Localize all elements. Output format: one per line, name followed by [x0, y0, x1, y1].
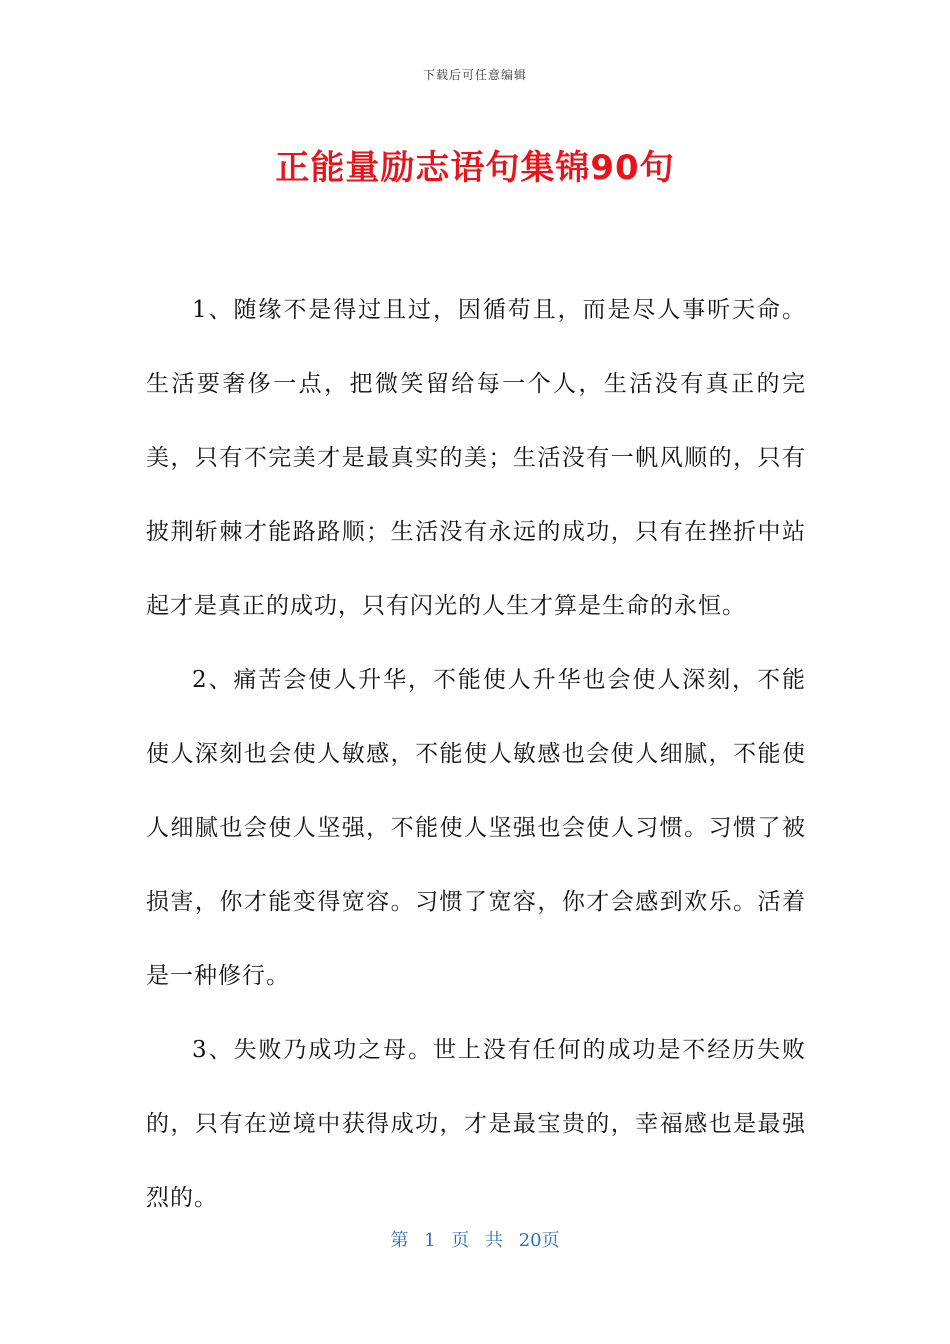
- document-title: 正能量励志语句集锦90句: [275, 148, 675, 188]
- paragraph-2: 2、痛苦会使人升华，不能使人升华也会使人深刻，不能使人深刻也会使人敏感，不能使人敏感也会使人细腻，不能使人细腻也会使人坚强，不能使人坚强也会使人习惯。习惯了被损害，你才能变得宽容。习惯了宽容，你才会感到欢乐。活着是一种修行。: [146, 667, 806, 989]
- paragraph-1: 1、随缘不是得过且过，因循苟且，而是尽人事听天命。生活要奢侈一点，把微笑留给每一个人，生活没有真正的完美，只有不完美才是最真实的美；生活没有一帆风顺的，只有披荆斩棘才能路路顺；生活没有永远的成功，只有在挫折中站起才是真正的成功，只有闪光的人生才算是生命的永恒。: [146, 297, 806, 619]
- paragraph-3: 3、失败乃成功之母。世上没有任何的成功是不经历失败的，只有在逆境中获得成功，才是最宝贵的，幸福感也是最强烈的。: [146, 1037, 806, 1211]
- document-body: [146, 273, 806, 1235]
- header-note: 下载后可任意编辑: [422, 68, 527, 82]
- page-number-footer: 第 1 页 共 20页: [390, 1230, 560, 1251]
